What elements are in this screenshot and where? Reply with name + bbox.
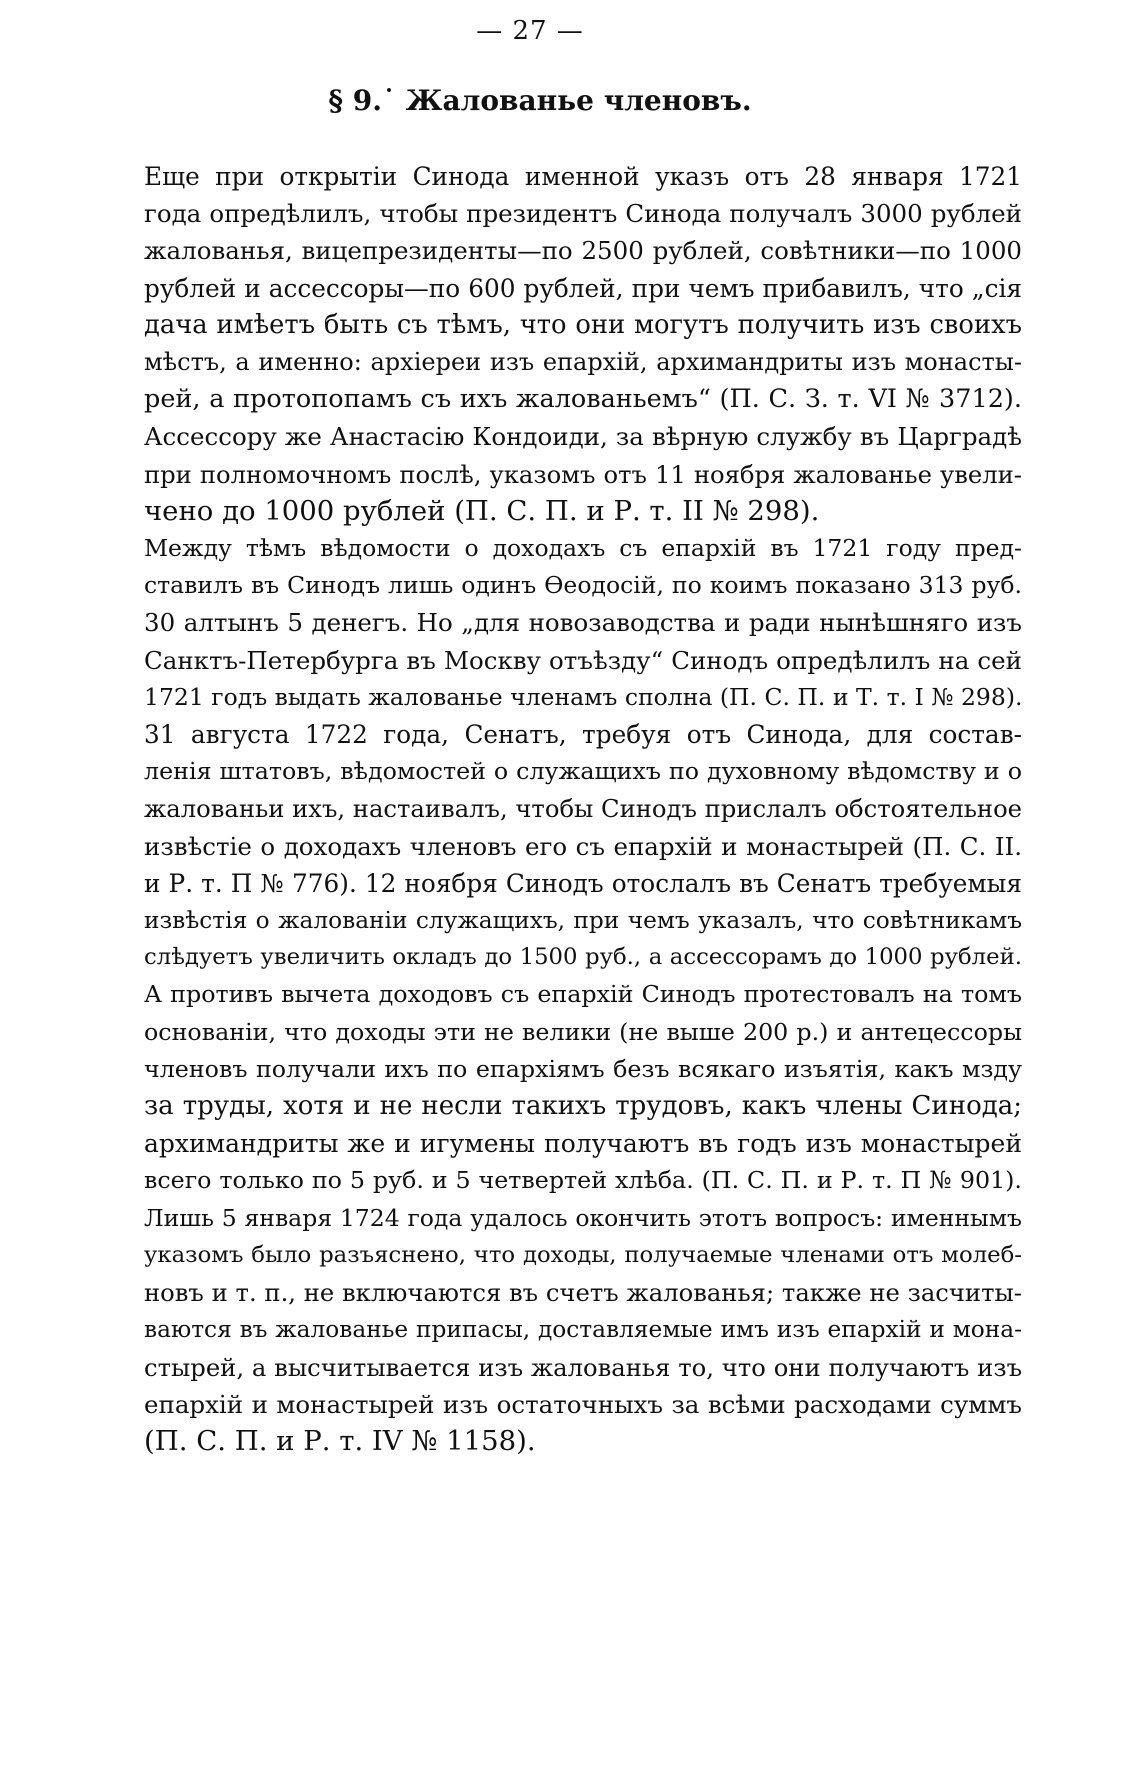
text-line: Ассессору же Анастасiю Кондоиди, за вѣрную службу въ Царградѣ [144,422,1022,452]
text-line: ваются въ жалованье припасы, доставляемые имъ изъ епархiй и мона- [144,1316,1022,1344]
text-line: Лишь 5 января 1724 года удалось окончить этотъ вопросъ: именнымъ [144,1203,1022,1232]
section-title: § 9.˙ Жалованье членовъ. [328,84,752,117]
text-line: при полномочномъ послѣ, указомъ отъ 11 ноября жалованье увели- [144,459,1022,489]
text-line: извѣстiя о жалованiи служащихъ, при чемъ указалъ, что совѣтникамъ [144,907,1022,935]
text-line: 31 августа 1722 года, Сенатъ, требуя отъ Синода, для состав- [144,720,1022,750]
text-line: членовъ получали ихъ по епархiямъ безъ всякаго изъятiя, какъ мзду [144,1054,1022,1083]
text-line: Еще при открытiи Синода именной указъ отъ 28 января 1721 [144,162,1022,191]
text-line: всего только по 5 руб. и 5 четвертей хлѣба. (П. С. П. и Р. т. П № 901). [144,1166,1022,1195]
paragraph-1 [82,158,1022,530]
text-line: 30 алтынъ 5 денегъ. Но „для новозаводства и ради нынѣшняго изъ [144,608,1022,638]
body-text [82,158,1022,1460]
text-line: слѣдуетъ увеличить окладъ до 1500 руб., а ассессорамъ до 1000 рублей. [144,944,1022,971]
text-line: жалованьи ихъ, настаивалъ, чтобы Синодъ прислалъ обстоятельное [144,794,1023,824]
text-line: чено до 1000 рублей (П. С. П. и Р. т. II № 298). [144,494,820,527]
paragraph-2 [82,530,1022,716]
text-line: ставилъ въ Синодъ лишь одинъ Ѳеодосiй, по коимъ показано 313 руб. [144,571,1022,600]
text-line: извѣстiе о доходахъ членовъ его съ епархiй и монастырей (П. С. II. [144,831,1022,861]
text-line: основанiи, что доходы эти не велики (не выше 200 р.) и антецессоры [144,1017,1022,1046]
text-line: дача имѣетъ быть съ тѣмъ, что они могутъ получить изъ своихъ [144,309,1022,340]
text-line: мѣстъ, а именно: архiереи изъ епархiй, архимандриты изъ монасты- [144,348,1022,377]
text-line: года опредѣлилъ, чтобы президентъ Синода получалъ 3000 рублей [144,199,1022,229]
text-line: за труды, хотя и не несли такихъ трудовъ, какъ члены Синода; [144,1091,1022,1122]
text-line: стырей, а высчитывается изъ жалованья то, что они получаютъ изъ [144,1352,1022,1382]
text-line: рублей и ассессоры—по 600 рублей, при чемъ прибавилъ, что „сiя [144,273,1022,303]
paragraph-3 [82,716,1022,1460]
page-number: — 27 — [476,16,584,46]
text-line: А противъ вычета доходовъ съ епархiй Синодъ протестовалъ на томъ [144,980,1022,1009]
text-line: рей, а протопопамъ съ ихъ жалованьемъ“ (П. С. З. т. VI № 3712). [144,384,1022,415]
text-line: указомъ было разъяснено, что доходы, получаемые членами отъ молеб- [144,1241,1022,1268]
text-line: и Р. т. П № 776). 12 ноября Синодъ отослалъ въ Сенатъ требуемыя [144,868,1022,898]
text-line: (П. С. П. и Р. т. IV № 1158). [144,1424,536,1457]
text-line: архимандриты же и игумены получаютъ въ годъ изъ монастырей [144,1129,1022,1159]
text-line: новъ и т. п., не включаются въ счетъ жалованья; также не засчиты- [144,1278,1022,1308]
text-line: Санктъ-Петербурга въ Москву отъѣзду“ Синодъ опредѣлилъ на сей [144,645,1022,675]
text-line: Между тѣмъ вѣдомости о доходахъ съ епархiй въ 1721 году пред- [144,534,1022,563]
text-line: ленiя штатовъ, вѣдомостей о служащихъ по духовному вѣдомству и о [144,757,1022,786]
text-line: жалованья, вицепрезиденты—по 2500 рублей, совѣтники—по 1000 [144,236,1022,266]
text-line: 1721 годъ выдать жалованье членамъ сполна (П. С. П. и Т. т. I № 298). [144,682,1023,711]
text-line: епархiй и монастырей изъ остаточныхъ за всѣми расходами суммъ [144,1389,1022,1419]
